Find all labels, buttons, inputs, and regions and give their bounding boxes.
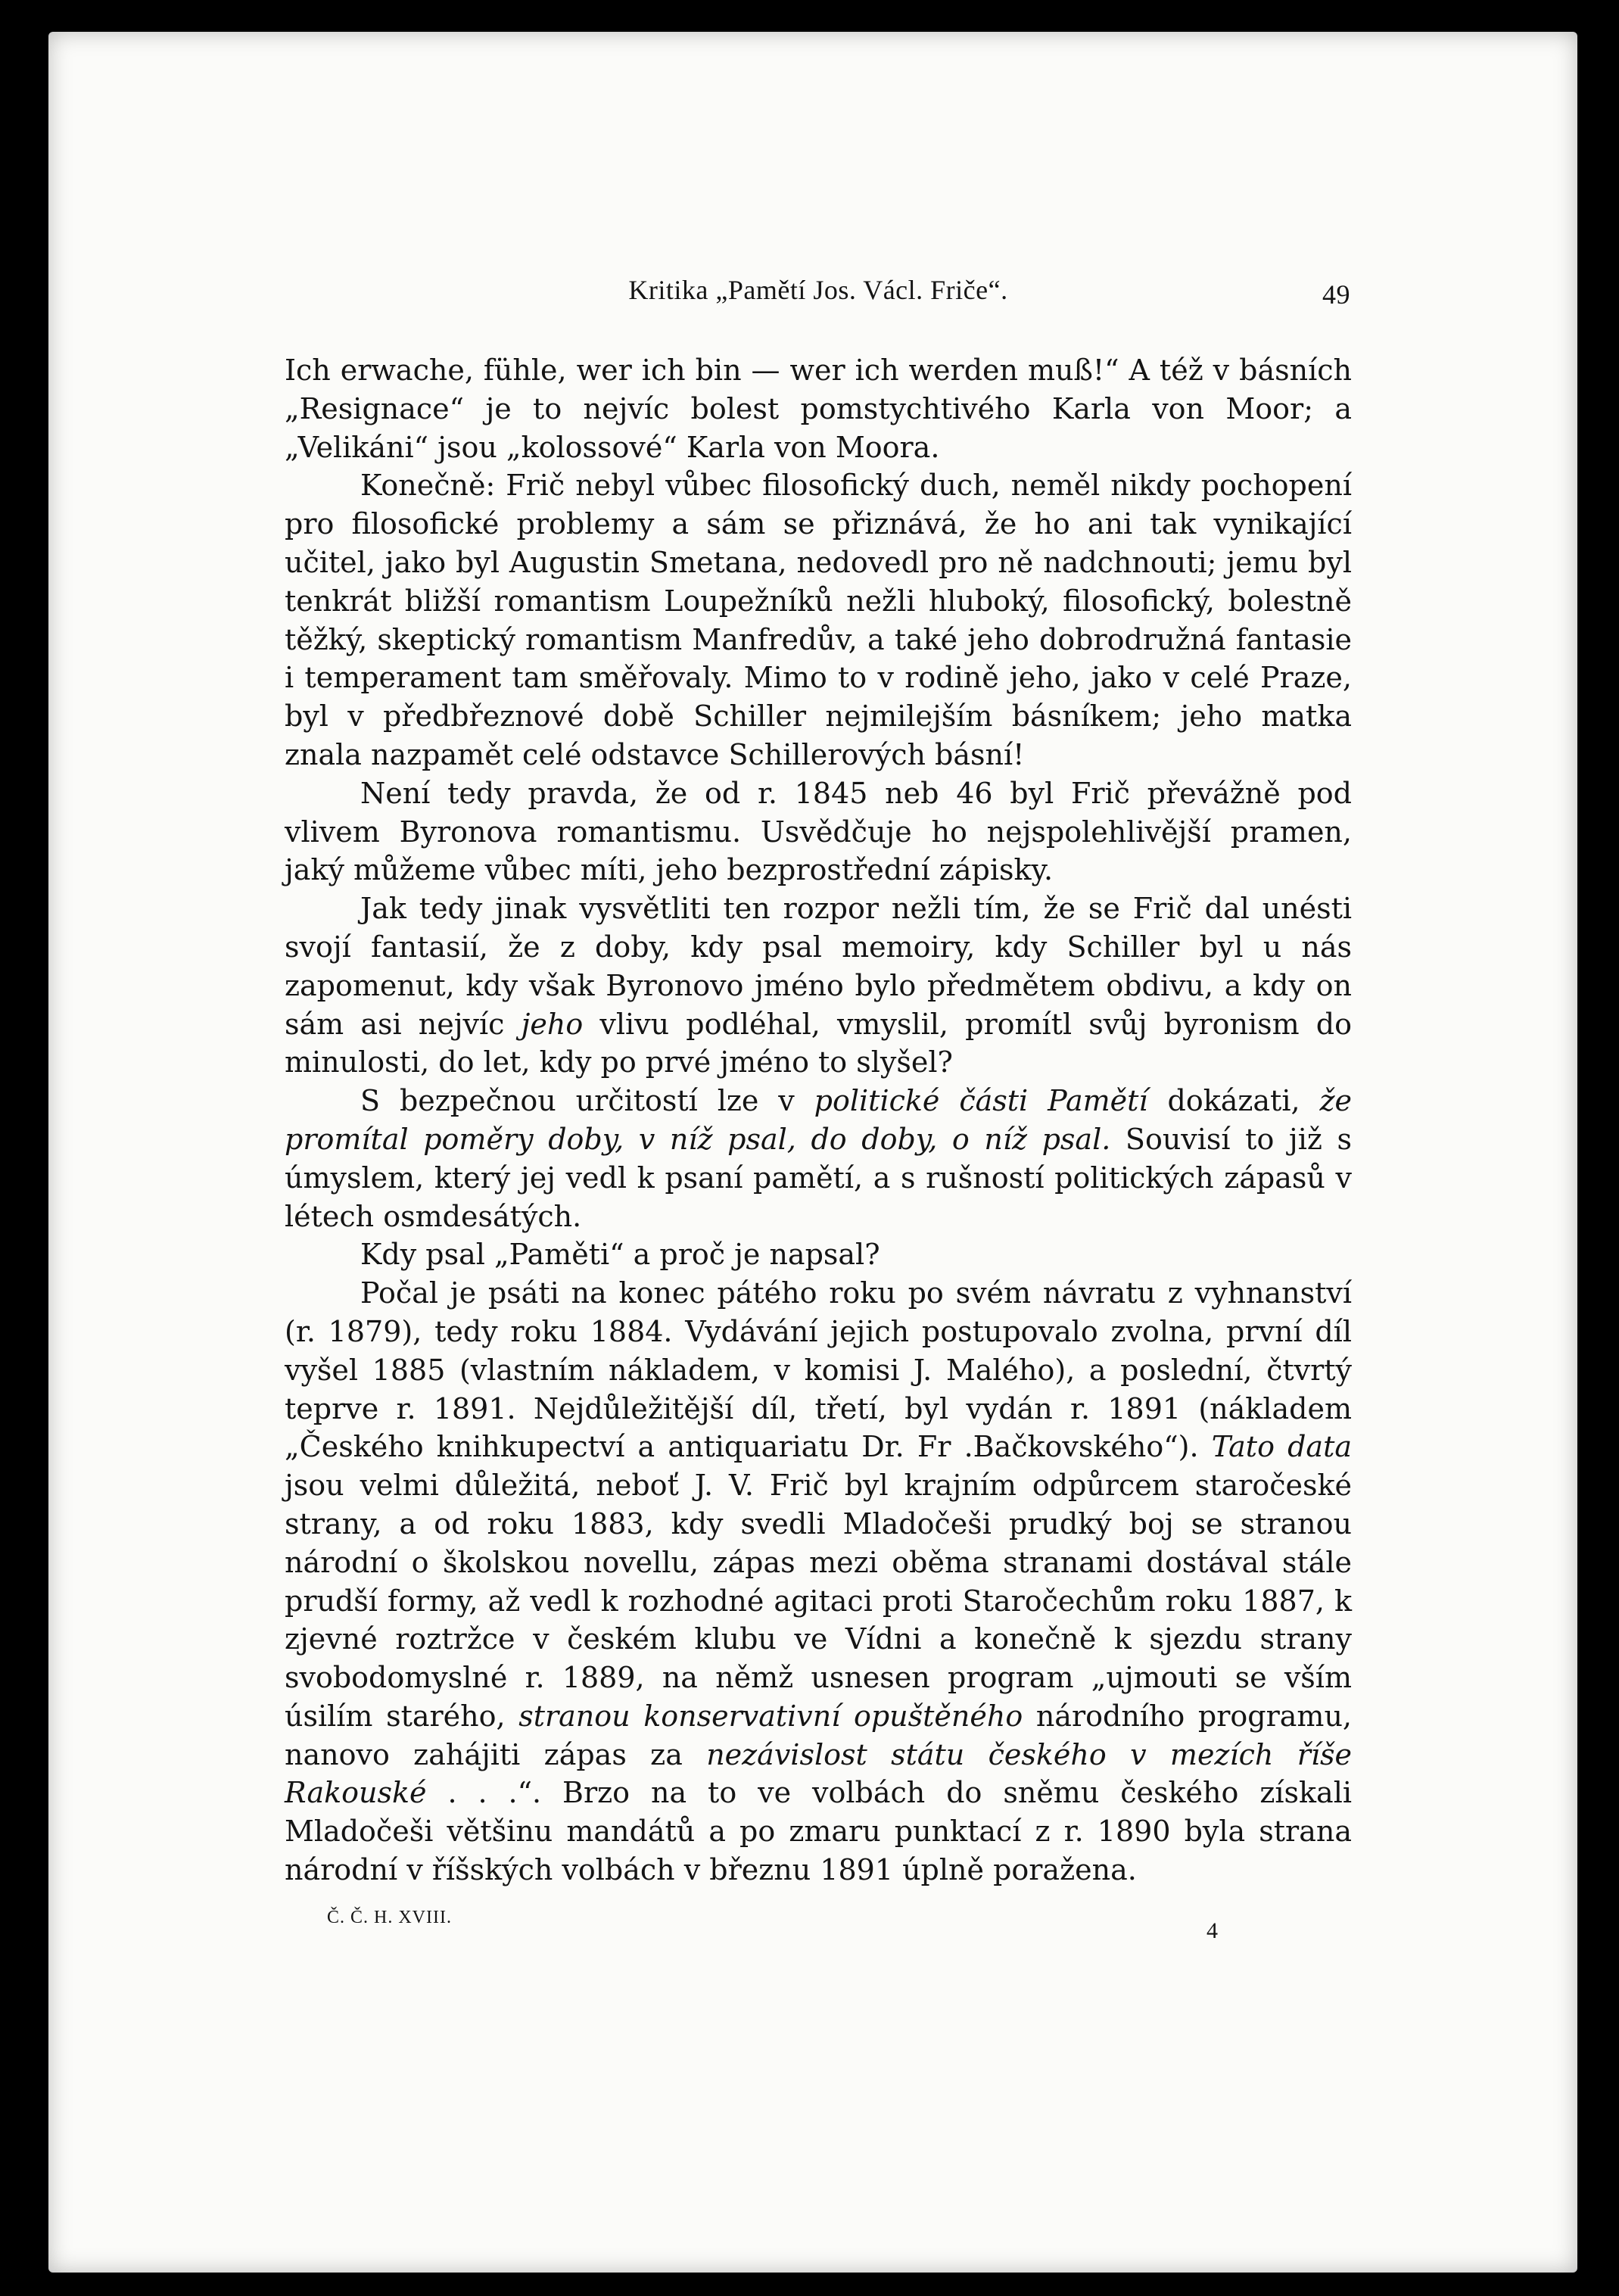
paragraph-text: Kdy psal „Paměti“ a proč je napsal? [360, 1238, 880, 1272]
italic-text: stranou konservativní opuštěného [518, 1699, 1023, 1733]
text-block [285, 273, 1352, 1953]
italic-text: politické části Pamětí [814, 1084, 1148, 1118]
paragraph-text: Není tedy pravda, že od r. 1845 neb 46 byl Frič převážně pod vlivem Byronova romantismu. Usvědčuje ho nejspolehlivější pramen, jaký můžeme vůbec míti, jeho bezprostřední zápisky. [285, 776, 1352, 887]
paragraph-text: národního programu, nanovo zahájiti zápas za [285, 1699, 1353, 1771]
book-page [48, 32, 1577, 2273]
page-number: 49 [1322, 279, 1350, 310]
running-head [285, 273, 1352, 318]
paragraph-text: Souvisí to již s úmyslem, který jej vedl k psaní pamětí, a s rušností politických zápasů v létech osmdesátých. [285, 1122, 1352, 1233]
paragraph-text: dokázati, [1147, 1084, 1320, 1118]
italic-text: nezávislost státu českého v mezích říše Rakouské [285, 1737, 1353, 1810]
paragraph-text: Ich erwache, fühle, wer ich bin — wer ich werden muß!“ A též v básních „Resignace“ je to nejvíc bolest pomstychtivého Karla von Moor; a „Velikáni“ jsou „kolossové“ Karla von Moora. [285, 354, 1352, 464]
italic-text: že promítal poměry doby, v níž psal, do doby, o níž psal. [285, 1084, 1352, 1156]
body-text [285, 351, 1352, 1889]
page-footer [285, 1908, 1352, 1953]
paragraph [285, 1274, 1352, 1889]
running-title: Kritika „Pamětí Jos. Václ. Friče“. [628, 275, 1008, 305]
paragraph-text: jsou velmi důležitá, neboť J. V. Frič byl krajním odpůrcem staročeské strany, a od roku 1883, kdy svedli Mladočeši prudký boj se stranou národní o školskou novellu, zápas mezi oběma stranami dostával stále prudší formy, až vedl k rozhodné agitaci proti Staročechům roku 1887, k zjevné roztržce v českém klubu ve Vídni a konečně k sjezdu strany svobodomyslné r. 1889, na němž usnesen program „ujmouti se vším úsilím starého, [285, 1469, 1352, 1733]
italic-text: Tato data [1211, 1430, 1353, 1464]
paragraph [285, 889, 1352, 1082]
paragraph [285, 774, 1352, 889]
paragraph-text: S bezpečnou určitostí lze v [360, 1084, 814, 1118]
sheet-number: 4 [1206, 1917, 1218, 1943]
paragraph [285, 466, 1352, 774]
paragraph-text: Konečně: Frič nebyl vůbec filosofický duch, neměl nikdy pochopení pro filosofické problemy a sám se přiznává, že ho ani tak vynikající učitel, jako byl Augustin Smetana, nedovedl pro ně nadchnouti; jemu byl tenkrát bližší romantism Loupežníků nežli hluboký, filosofický, bolestně těžký, skeptický romantism Manfredův, a také jeho dobrodružná fantasie i temperament tam směřovaly. Mimo to v rodině jeho, jako v celé Praze, byl v předbřeznové době Schiller nejmilejším básníkem; jeho matka znala nazpamět celé odstavce Schillerových básní! [285, 469, 1352, 771]
paragraph [285, 1082, 1352, 1235]
printer-signature: Č. Č. H. XVIII. [327, 1907, 452, 1927]
paragraph [285, 1235, 1352, 1274]
paragraph-text: Jak tedy jinak vysvětliti ten rozpor nežli tím, že se Frič dal unésti svojí fantasií, že z doby, kdy psal memoiry, kdy Schiller byl u nás zapomenut, kdy však Byronovo jméno bylo předmětem obdivu, a kdy on sám asi nejvíc [285, 892, 1352, 1041]
paragraph-text: Počal je psáti na konec pátého roku po svém návratu z vyhnanství (r. 1879), tedy roku 1884. Vydávání jejich postupovalo zvolna, první díl vyšel 1885 (vlastním nákladem, v komisi J. Malého), a poslední, čtvrtý teprve r. 1891. Nejdůležitější díl, třetí, byl vydán r. 1891 (nákladem „Českého knihkupectví a antiquariatu Dr. Fr .Bačkovského“). [285, 1276, 1352, 1464]
paragraph-text: vlivu podléhal, vmyslil, promítl svůj byronism do minulosti, do let, kdy po prvé jméno to slyšel? [285, 1007, 1352, 1079]
italic-text: jeho [521, 1007, 584, 1041]
paragraph-text: . . .“. Brzo na to ve volbách do sněmu českého získali Mladočeši většinu mandátů a po zmaru punktací z r. 1890 byla strana národní v říšských volbách v březnu 1891 úplně poražena. [285, 1776, 1352, 1887]
paragraph [285, 351, 1352, 466]
